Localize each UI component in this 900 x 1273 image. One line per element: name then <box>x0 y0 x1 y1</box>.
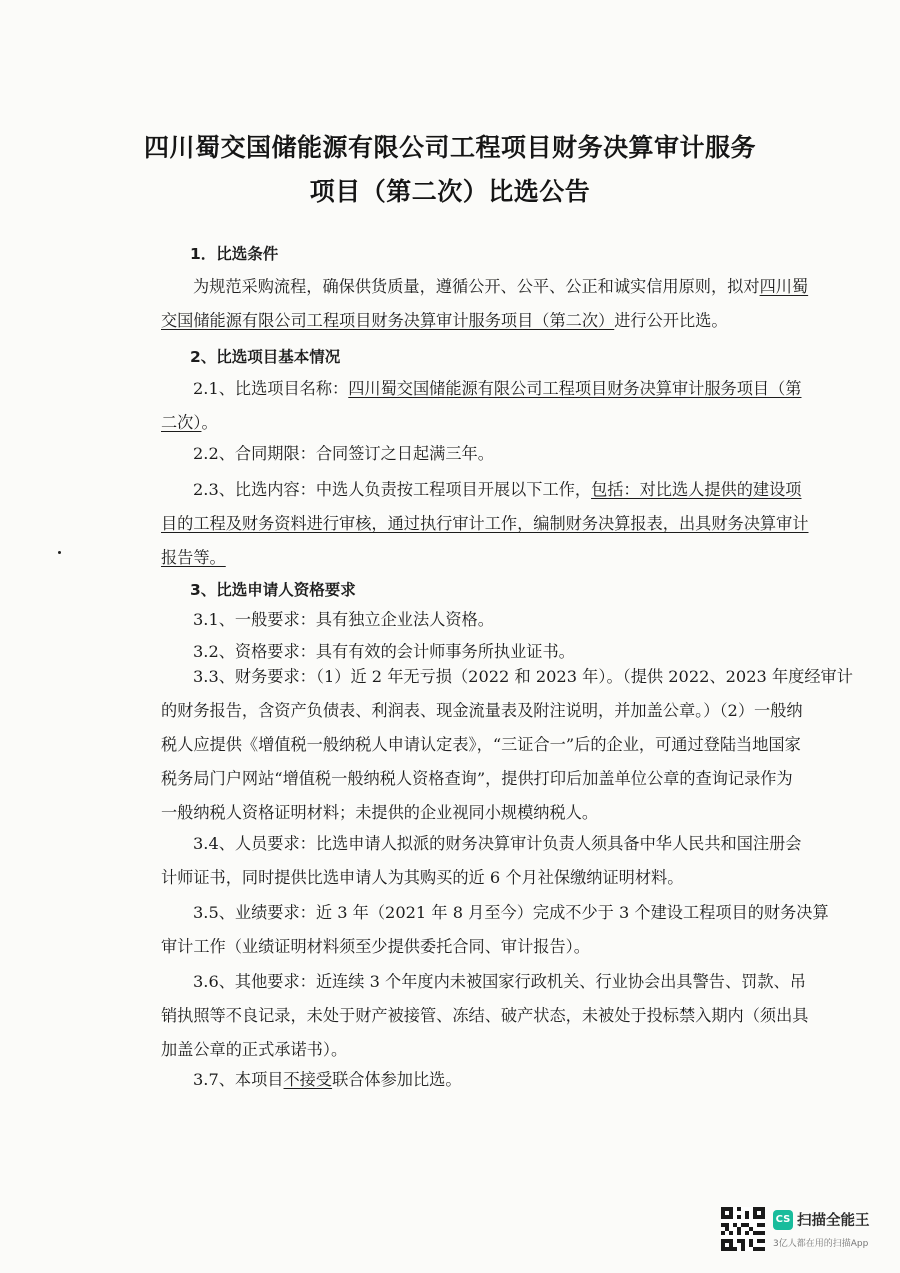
scanner-tagline: 3亿人都在用的扫描App <box>773 1239 869 1249</box>
clause-3-3: 3.3、财务要求：（1）近 2 年无亏损（2022 和 2023 年）。（提供 2022、2023 年度经审计 的财务报告，含资产负债表、利润表、现金流量表及附注说明，并加盖公章。）（2）一般纳 税人应提供《增值税一般纳税人申请认定表》，“三证合一”后的企业，可通过登陆当地国家 税务局门户网站“增值税一般纳税人资格查询”，提供打印后加盖单位公章的查询记录作为 一般纳税人资格证明材料；未提供的企业视同小规模纳税人。 <box>161 667 853 822</box>
scanner-logo-badge: CS <box>773 1210 793 1230</box>
section-3-heading: 3、比选申请人资格要求 <box>190 581 356 599</box>
clause-2-3: 2.3、比选内容：中选人负责按工程项目开展以下工作，包括：对比选人提供的建设项 目的工程及财务资料进行审核，通过执行审计工作，编制财务决算报表，出具财务决算审计 报告等。 <box>161 480 809 567</box>
clause-3-5: 3.5、业绩要求：近 3 年（2021 年 8 月至今）完成不少于 3 个建设工程项目的财务决算 审计工作（业绩证明材料须至少提供委托合同、审计报告）。 <box>161 903 829 956</box>
clause-3-6: 3.6、其他要求：近连续 3 个年度内未被国家行政机关、行业协会出具警告、罚款、吊 销执照等不良记录，未处于财产被接管、冻结、破产状态，未被处于投标禁入期内（须出具 加盖公章的正式承诺书）。 <box>161 972 809 1059</box>
scanner-brand-name: 扫描全能王 <box>797 1213 870 1229</box>
document-title-line2: 项目（第二次）比选公告 <box>309 177 591 206</box>
clause-2-2: 2.2、合同期限：合同签订之日起满三年。 <box>193 444 494 463</box>
document-title-line1: 四川蜀交国储能源有限公司工程项目财务决算审计服务 <box>143 133 756 162</box>
section-1-heading: 1．比选条件 <box>190 245 279 263</box>
qr-code-icon <box>721 1207 765 1251</box>
scanner-watermark <box>716 1207 896 1263</box>
section-2-heading: 2、比选项目基本情况 <box>190 348 341 366</box>
clause-3-7: 3.7、本项目不接受联合体参加比选。 <box>193 1070 462 1089</box>
clause-3-1: 3.1、一般要求：具有独立企业法人资格。 <box>193 610 494 629</box>
section-1-paragraph: 为规范采购流程，确保供货质量，遵循公开、公平、公正和诚实信用原则，拟对四川蜀 交国储能源有限公司工程项目财务决算审计服务项目（第二次）进行公开比选。 <box>161 277 809 330</box>
scan-speck <box>58 551 61 554</box>
clause-3-2: 3.2、资格要求：具有有效的会计师事务所执业证书。 <box>193 642 575 661</box>
clause-2-1: 2.1、比选项目名称：四川蜀交国储能源有限公司工程项目财务决算审计服务项目（第 二次）。 <box>161 379 802 432</box>
clause-3-4: 3.4、人员要求：比选申请人拟派的财务决算审计负责人须具备中华人民共和国注册会 计师证书，同时提供比选申请人为其购买的近 6 个月社保缴纳证明材料。 <box>161 834 802 887</box>
